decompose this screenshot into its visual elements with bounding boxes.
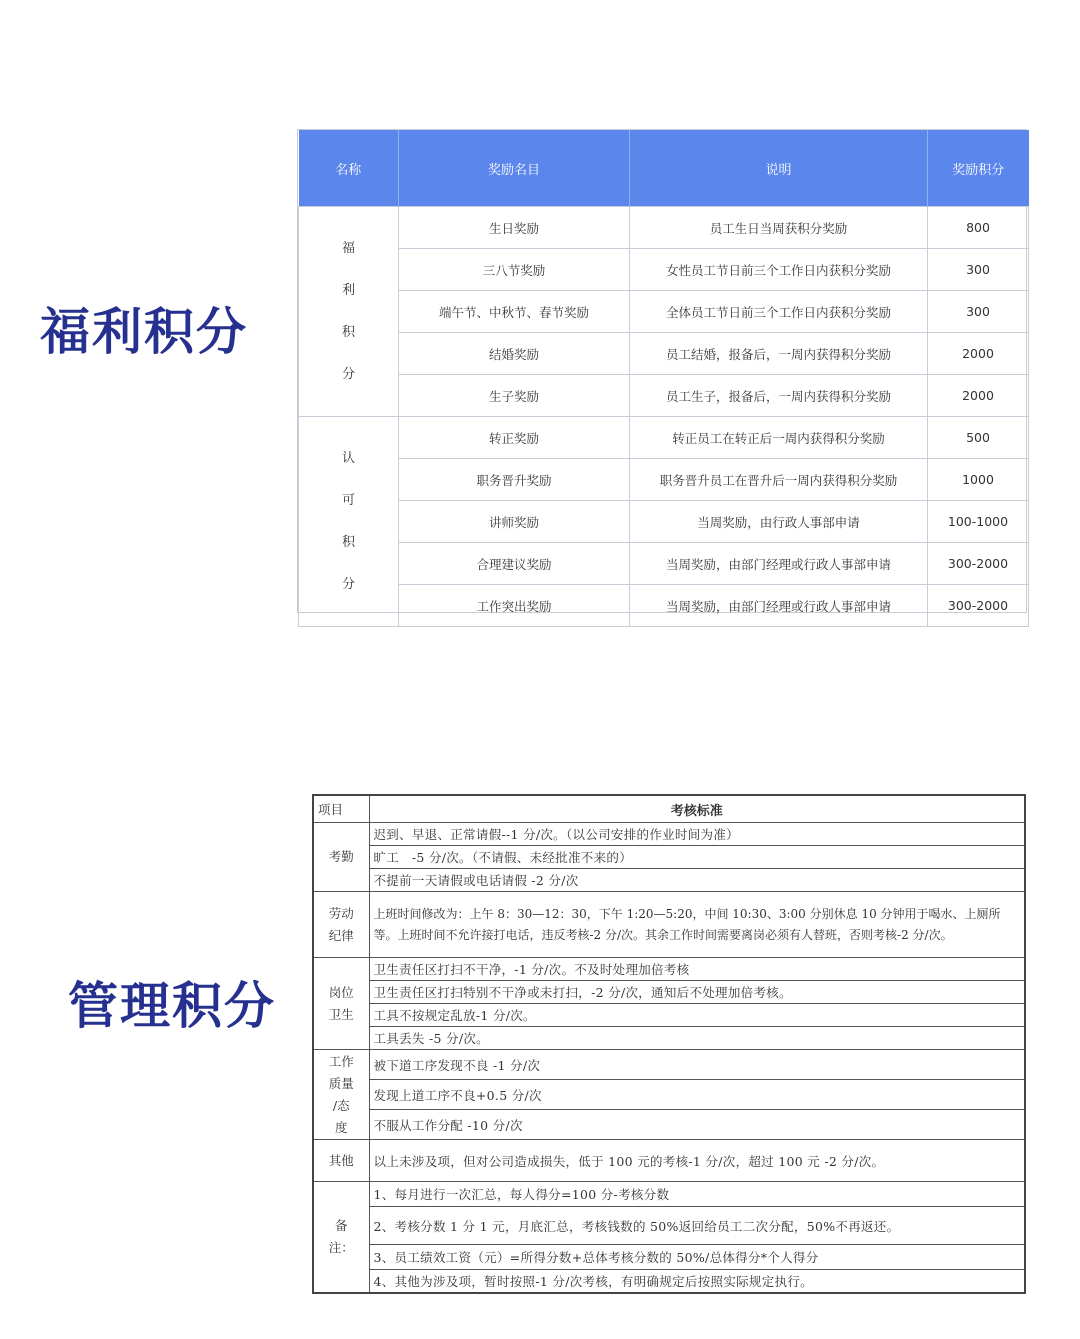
table-row	[313, 981, 1025, 1004]
reward-points: 2000	[928, 375, 1029, 417]
reward-item: 职务晋升奖励	[399, 459, 630, 501]
table-row	[313, 1140, 1025, 1182]
reward-table-header-row	[299, 130, 1029, 207]
table-row	[313, 1270, 1025, 1293]
reward-description: 当周奖励，由行政人事部申请	[630, 501, 928, 543]
reward-points: 800	[928, 207, 1029, 249]
rule-text: 以上未涉及项，但对公司造成损失，低于 100 元的考核-1 分/次，超过 100 元 -2 分/次。	[369, 1140, 1025, 1182]
table-row	[313, 1182, 1025, 1207]
reward-description: 女性员工节日前三个工作日内获积分奖励	[630, 249, 928, 291]
reward-points: 300	[928, 291, 1029, 333]
rule-text: 旷工 -5 分/次。（不请假、未经批准不来的）	[369, 846, 1025, 869]
header-reward-item: 奖励名目	[399, 130, 630, 207]
reward-points: 100-1000	[928, 501, 1029, 543]
reward-item: 合理建议奖励	[399, 543, 630, 585]
reward-description: 当周奖励，由部门经理或行政人事部申请	[630, 543, 928, 585]
table-row	[299, 333, 1029, 375]
reward-points: 500	[928, 417, 1029, 459]
reward-description: 当周奖励，由部门经理或行政人事部申请	[630, 585, 928, 627]
section-attendance: 考勤	[313, 823, 369, 892]
rule-text: 卫生责任区打扫不干净，-1 分/次。不及时处理加倍考核	[369, 958, 1025, 981]
rule-text: 被下道工序发现不良 -1 分/次	[369, 1050, 1025, 1080]
rule-text: 工具不按规定乱放-1 分/次。	[369, 1004, 1025, 1027]
table-row	[299, 417, 1029, 459]
table-row	[299, 501, 1029, 543]
remark-text: 4、其他为涉及项，暂时按照-1 分/次考核，有明确规定后按照实际规定执行。	[369, 1270, 1025, 1293]
rule-text: 工具丢失 -5 分/次。	[369, 1027, 1025, 1050]
reward-description: 职务晋升员工在晋升后一周内获得积分奖励	[630, 459, 928, 501]
reward-item: 讲师奖励	[399, 501, 630, 543]
reward-item: 端午节、中秋节、春节奖励	[399, 291, 630, 333]
reward-item: 结婚奖励	[399, 333, 630, 375]
section-labor-discipline: 劳动 纪律	[313, 892, 369, 958]
reward-description: 员工生日当周获积分奖励	[630, 207, 928, 249]
welfare-points-title: 福利积分	[40, 303, 248, 361]
reward-item: 三八节奖励	[399, 249, 630, 291]
table-row	[299, 375, 1029, 417]
section-post-hygiene: 岗位 卫生	[313, 958, 369, 1050]
section-remarks: 备 注：	[313, 1182, 369, 1293]
reward-item: 生日奖励	[399, 207, 630, 249]
header-standard: 考核标准	[369, 795, 1025, 823]
table-row	[299, 207, 1029, 249]
reward-description: 全体员工节日前三个工作日内获积分奖励	[630, 291, 928, 333]
table-row	[313, 1110, 1025, 1140]
reward-points-table	[297, 129, 1027, 613]
table-row	[299, 543, 1029, 585]
reward-item: 生子奖励	[399, 375, 630, 417]
remark-text: 1、每月进行一次汇总，每人得分=100 分-考核分数	[369, 1182, 1025, 1207]
rule-text: 不服从工作分配 -10 分/次	[369, 1110, 1025, 1140]
reward-item: 工作突出奖励	[399, 585, 630, 627]
table-row	[313, 823, 1025, 846]
reward-points: 2000	[928, 333, 1029, 375]
reward-points: 300	[928, 249, 1029, 291]
table-row	[313, 1050, 1025, 1080]
table-row	[313, 869, 1025, 892]
table-row	[299, 459, 1029, 501]
reward-description: 员工生子，报备后，一周内获得积分奖励	[630, 375, 928, 417]
reward-points: 300-2000	[928, 585, 1029, 627]
reward-points: 1000	[928, 459, 1029, 501]
table-row	[299, 291, 1029, 333]
rule-text: 上班时间修改为：上午 8：30—12：30，下午 1:20—5:20，中间 10:30、3:00 分别休息 10 分钟用于喝水、上厕所等。上班时间不允许接打电话，违反考核-2 分/次。其余工作时间需要离岗必须有人替班，否则考核-2 分/次。	[369, 892, 1025, 958]
assessment-standard-table	[312, 794, 1026, 1288]
rule-text: 卫生责任区打扫特别不干净或未打扫，-2 分/次，通知后不处理加倍考核。	[369, 981, 1025, 1004]
category-recognition: 认 可 积 分	[299, 417, 399, 627]
table-row	[313, 1207, 1025, 1245]
table-row	[313, 1004, 1025, 1027]
reward-description: 转正员工在转正后一周内获得积分奖励	[630, 417, 928, 459]
category-welfare: 福 利 积 分	[299, 207, 399, 417]
remark-text: 2、考核分数 1 分 1 元，月底汇总，考核钱数的 50%返回给员工二次分配，50%不再返还。	[369, 1207, 1025, 1245]
reward-item: 转正奖励	[399, 417, 630, 459]
remark-text: 3、员工绩效工资（元）=所得分数+总体考核分数的 50%/总体得分*个人得分	[369, 1245, 1025, 1270]
table-row	[299, 249, 1029, 291]
section-work-quality: 工作 质量 /态 度	[313, 1050, 369, 1140]
table-row	[299, 585, 1029, 627]
assessment-header-row	[313, 795, 1025, 823]
header-name: 名称	[299, 130, 399, 207]
header-reward-points: 奖励积分	[928, 130, 1029, 207]
section-other: 其他	[313, 1140, 369, 1182]
header-item: 项目	[313, 795, 369, 823]
rule-text: 不提前一天请假或电话请假 -2 分/次	[369, 869, 1025, 892]
table-row	[313, 892, 1025, 958]
table-row	[313, 1080, 1025, 1110]
table-row	[313, 846, 1025, 869]
table-row	[313, 1245, 1025, 1270]
header-description: 说明	[630, 130, 928, 207]
table-row	[313, 958, 1025, 981]
rule-text: 迟到、早退、正常请假--1 分/次。（以公司安排的作业时间为准）	[369, 823, 1025, 846]
reward-points: 300-2000	[928, 543, 1029, 585]
table-row	[313, 1027, 1025, 1050]
rule-text: 发现上道工序不良+0.5 分/次	[369, 1080, 1025, 1110]
management-points-title: 管理积分	[68, 977, 276, 1035]
reward-description: 员工结婚，报备后，一周内获得积分奖励	[630, 333, 928, 375]
